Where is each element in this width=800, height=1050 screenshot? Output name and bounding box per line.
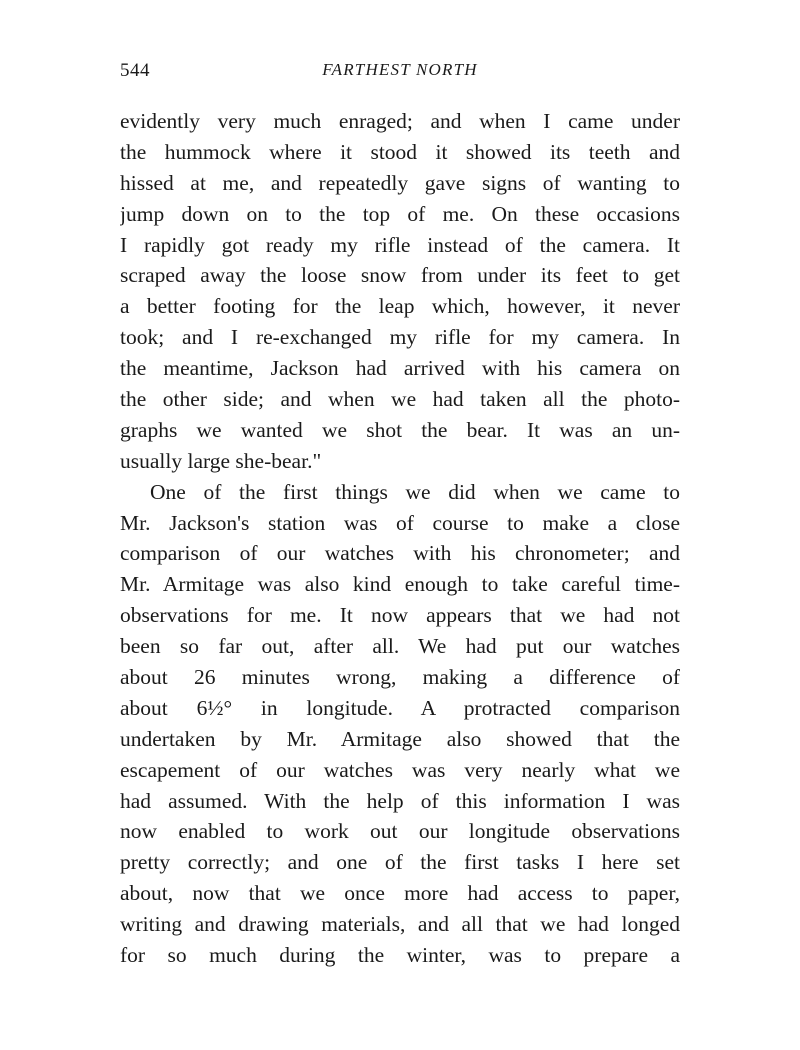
text-line: hissed at me, and repeatedly gave signs of wanting to: [120, 170, 680, 195]
text-line: One of the first things we did when we came to: [150, 479, 680, 504]
page-number: 544: [120, 60, 150, 81]
text-line: writing and drawing materials, and all that we had longed: [120, 912, 680, 937]
text-line: pretty correctly; and one of the first tasks I here set: [120, 850, 680, 875]
text-line: undertaken by Mr. Armitage also showed that the: [120, 726, 680, 751]
text-line: the other side; and when we had taken all the photo-: [120, 387, 680, 412]
text-line: evidently very much enraged; and when I came under: [120, 109, 680, 133]
text-line: the meantime, Jackson had arrived with his camera on: [120, 356, 680, 381]
text-line: took; and I re-exchanged my rifle for my camera. In: [120, 325, 680, 350]
text-line: graphs we wanted we shot the bear. It was an un-: [120, 417, 680, 442]
text-line: usually large she-bear.": [120, 448, 322, 473]
text-line: Mr. Armitage was also kind enough to take careful time-: [120, 572, 680, 597]
text-line: jump down on to the top of me. On these occasions: [120, 201, 680, 226]
text-line: Mr. Jackson's station was of course to make a close: [120, 510, 680, 535]
page-header: [120, 60, 680, 86]
text-line: had assumed. With the help of this information I was: [120, 788, 680, 813]
text-line: I rapidly got ready my rifle instead of the camera. It: [120, 232, 680, 257]
text-line: comparison of our watches with his chronometer; and: [120, 541, 680, 566]
text-line: scraped away the loose snow from under its feet to get: [120, 263, 680, 288]
text-line: observations for me. It now appears that we had not: [120, 603, 680, 628]
body-text: [120, 106, 680, 971]
text-line: about 6½° in longitude. A protracted comparison: [120, 695, 680, 720]
running-title: FARTHEST NORTH: [322, 60, 478, 79]
text-line: about 26 minutes wrong, making a difference of: [120, 665, 680, 690]
text-line: escapement of our watches was very nearly what we: [120, 757, 680, 782]
text-line: the hummock where it stood it showed its teeth and: [120, 139, 680, 164]
text-line: a better footing for the leap which, however, it never: [120, 294, 680, 319]
text-line: about, now that we once more had access to paper,: [120, 881, 680, 906]
text-line: been so far out, after all. We had put our watches: [120, 634, 680, 659]
text-line: now enabled to work out our longitude observations: [120, 819, 680, 844]
text-line: for so much during the winter, was to prepare a: [120, 943, 680, 968]
